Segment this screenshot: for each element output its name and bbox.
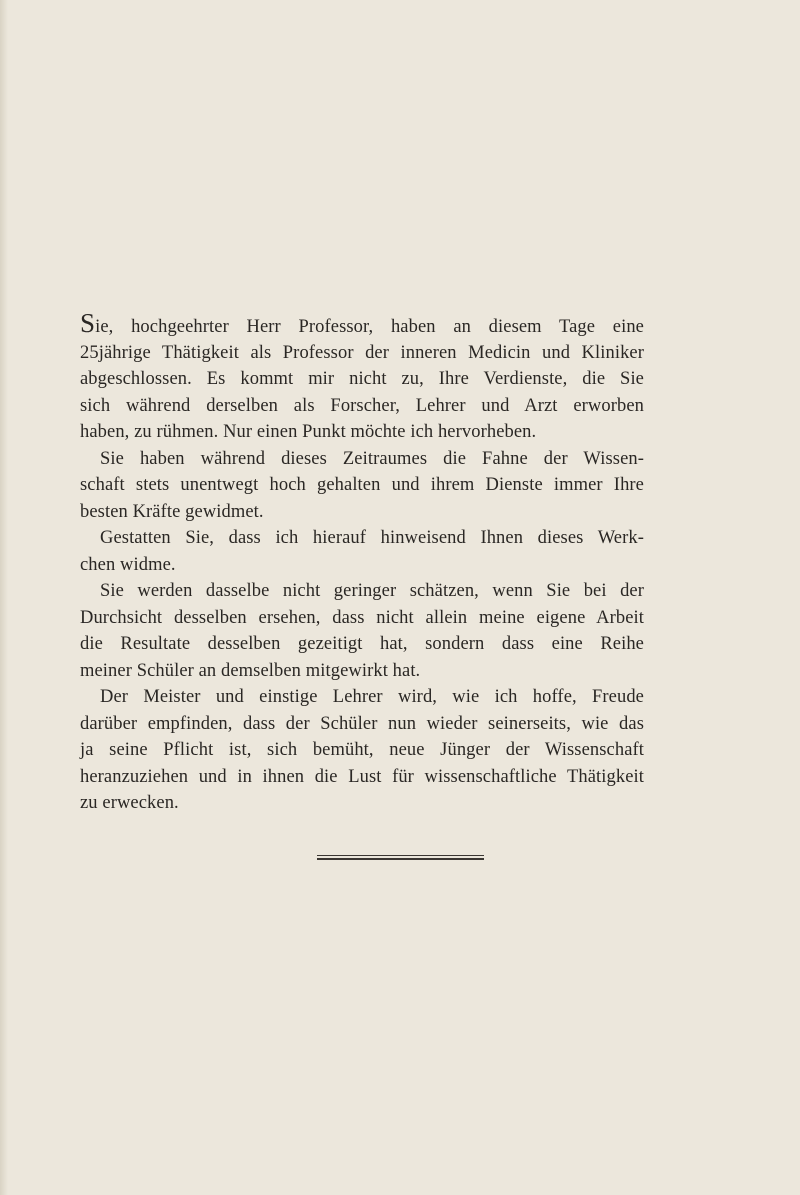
decorative-rule-thick <box>317 858 484 860</box>
paragraph-1 <box>80 308 644 446</box>
text-line <box>80 308 644 340</box>
text-line: chen widme. <box>80 554 176 575</box>
text-line: zu erwecken. <box>80 793 179 813</box>
paragraph-4 <box>80 578 644 684</box>
text-line: abgeschlossen. Es kommt mir nicht zu, Ihre Verdienste, die Sie <box>80 369 644 389</box>
text-line: die Resultate desselben gezeitigt hat, sondern dass eine Reihe <box>80 634 644 654</box>
text-line-rest: ie, hochgeehrter Herr Professor, haben an diesem Tage eine <box>95 317 644 337</box>
paragraph-3 <box>80 525 644 578</box>
text-line: Sie werden dasselbe nicht geringer schätzen, wenn Sie bei der <box>100 581 644 601</box>
text-line: Sie haben während dieses Zeitraumes die Fahne der Wissen- <box>100 448 644 469</box>
text-line: schaft stets unentwegt hoch gehalten und ihrem Dienste immer Ihre <box>80 475 644 495</box>
text-line: haben, zu rühmen. Nur einen Punkt möchte ich hervorheben. <box>80 422 537 442</box>
text-line: heranzuziehen und in ihnen die Lust für wissenschaftliche Thätigkeit <box>80 766 644 787</box>
text-line: sich während derselben als Forscher, Lehrer und Arzt erworben <box>80 395 644 416</box>
text-line: besten Kräfte gewidmet. <box>80 501 264 522</box>
text-line: darüber empfinden, dass der Schüler nun wieder seinerseits, wie das <box>80 713 644 734</box>
text-line: Durchsicht desselben ersehen, dass nicht allein meine eigene Arbeit <box>80 607 644 628</box>
text-line: ja seine Pflicht ist, sich bemüht, neue Jünger der Wissenschaft <box>80 740 644 760</box>
text-line: Gestatten Sie, dass ich hierauf hinweisend Ihnen dieses Werk- <box>100 528 644 548</box>
text-line: meiner Schüler an demselben mitgewirkt hat. <box>80 660 421 681</box>
decorative-rule-thin <box>317 855 484 856</box>
dedication-text <box>80 308 644 817</box>
paragraph-2 <box>80 446 644 526</box>
text-line: 25jährige Thätigkeit als Professor der inneren Medicin und Kliniker <box>80 342 644 363</box>
text-line: Der Meister und einstige Lehrer wird, wie ich hoffe, Freude <box>100 687 644 707</box>
paragraph-5 <box>80 684 644 817</box>
initial-letter: S <box>80 308 96 338</box>
page-edge-shadow <box>0 0 8 1195</box>
